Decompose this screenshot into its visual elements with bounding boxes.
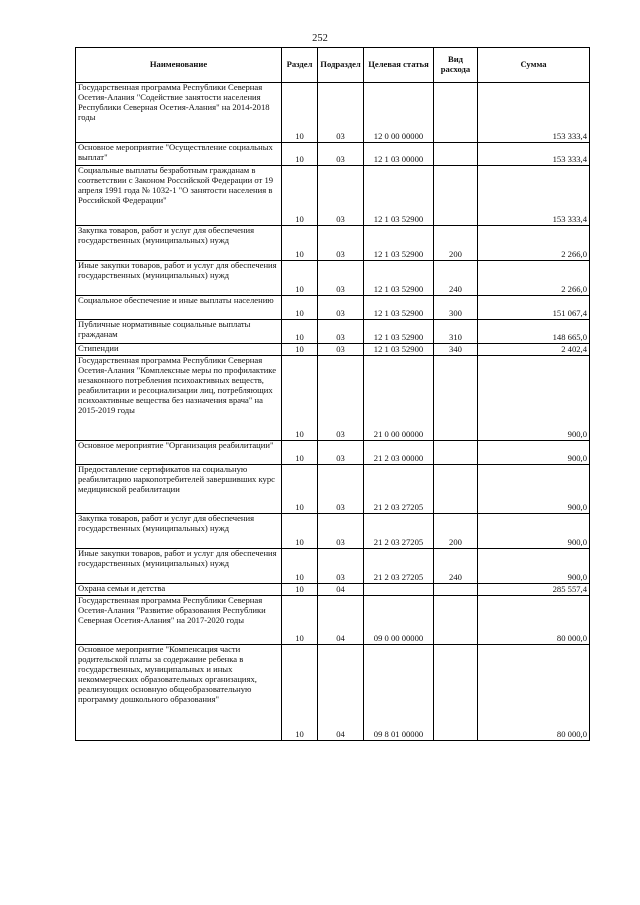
row-name: Иные закупки товаров, работ и услуг для обеспечения государственных (муниципальных) нужд	[76, 549, 282, 584]
table-row	[76, 356, 590, 441]
row-type	[434, 596, 478, 645]
row-type	[434, 166, 478, 226]
row-target: 21 2 03 27205	[364, 465, 434, 514]
row-name: Охрана семьи и детства	[76, 584, 282, 596]
row-target: 12 1 03 52900	[364, 166, 434, 226]
row-target: 21 2 03 27205	[364, 514, 434, 549]
row-target: 12 1 03 52900	[364, 261, 434, 296]
table-row	[76, 261, 590, 296]
row-subsection: 03	[318, 296, 364, 320]
table-row	[76, 226, 590, 261]
row-name: Основное мероприятие "Организация реабилитации"	[76, 441, 282, 465]
row-type: 200	[434, 514, 478, 549]
row-section: 10	[282, 465, 318, 514]
row-name: Предоставление сертификатов на социальную реабилитацию наркопотребителей завершивших курс медицинской реабилитации	[76, 465, 282, 514]
row-name: Стипендии	[76, 344, 282, 356]
row-name: Социальные выплаты безработным гражданам в соответствии с Законом Российской Федерации от 19 апреля 1991 года № 1032-1 "О занятости населения в Российской Федерации"	[76, 166, 282, 226]
table-row	[76, 441, 590, 465]
table-row	[76, 465, 590, 514]
row-type: 240	[434, 549, 478, 584]
row-type: 340	[434, 344, 478, 356]
row-section: 10	[282, 261, 318, 296]
table-row	[76, 514, 590, 549]
row-target: 09 8 01 00000	[364, 645, 434, 741]
row-target: 09 0 00 00000	[364, 596, 434, 645]
page-number: 252	[312, 33, 328, 44]
row-section: 10	[282, 143, 318, 166]
header-row	[76, 48, 590, 83]
table-row	[76, 296, 590, 320]
row-subsection: 03	[318, 441, 364, 465]
row-target: 12 1 03 52900	[364, 296, 434, 320]
row-target: 12 1 03 00000	[364, 143, 434, 166]
row-section: 10	[282, 296, 318, 320]
table-row	[76, 83, 590, 143]
row-sum: 148 665,0	[478, 320, 590, 344]
row-target: 21 2 03 27205	[364, 549, 434, 584]
table-row	[76, 143, 590, 166]
row-subsection: 03	[318, 356, 364, 441]
row-name: Основное мероприятие "Компенсация части родительской платы за содержание ребенка в государственных, муниципальных и иных некоммерческих образовательных организациях, реализующих основную общеобразовательную программу дошкольного образования"	[76, 645, 282, 741]
row-subsection: 03	[318, 261, 364, 296]
table-row	[76, 166, 590, 226]
row-section: 10	[282, 166, 318, 226]
row-type: 240	[434, 261, 478, 296]
table-row	[76, 596, 590, 645]
row-type	[434, 441, 478, 465]
row-section: 10	[282, 226, 318, 261]
row-subsection: 03	[318, 226, 364, 261]
row-sum: 2 402,4	[478, 344, 590, 356]
row-subsection: 03	[318, 166, 364, 226]
row-type: 300	[434, 296, 478, 320]
table-row	[76, 344, 590, 356]
row-section: 10	[282, 320, 318, 344]
row-subsection: 04	[318, 584, 364, 596]
row-section: 10	[282, 356, 318, 441]
row-sum: 900,0	[478, 441, 590, 465]
row-type	[434, 83, 478, 143]
row-type: 200	[434, 226, 478, 261]
row-section: 10	[282, 514, 318, 549]
row-section: 10	[282, 549, 318, 584]
row-subsection: 03	[318, 143, 364, 166]
header-target: Целевая статья	[364, 48, 434, 83]
row-name: Государственная программа Республики Северная Осетия-Алания "Комплексные меры по профилактике незаконного потребления психоактивных веществ, реабилитации и ресоциализации лиц, потребляющих психоактивные вещества без назначения врача" на 2015-2019 годы	[76, 356, 282, 441]
row-sum: 80 000,0	[478, 645, 590, 741]
row-target: 21 2 03 00000	[364, 441, 434, 465]
table-row	[76, 320, 590, 344]
row-sum: 900,0	[478, 549, 590, 584]
row-name: Иные закупки товаров, работ и услуг для обеспечения государственных (муниципальных) нужд	[76, 261, 282, 296]
row-subsection: 04	[318, 645, 364, 741]
row-sum: 900,0	[478, 514, 590, 549]
row-sum: 153 333,4	[478, 83, 590, 143]
row-target: 12 1 03 52900	[364, 344, 434, 356]
row-name: Основное мероприятие "Осуществление социальных выплат"	[76, 143, 282, 166]
row-sum: 285 557,4	[478, 584, 590, 596]
table-body	[76, 83, 590, 741]
row-name: Государственная программа Республики Северная Осетия-Алания "Содействие занятости населения Республики Северная Осетия-Алания" на 2014-2018 годы	[76, 83, 282, 143]
budget-table	[75, 47, 590, 741]
row-section: 10	[282, 584, 318, 596]
row-name: Закупка товаров, работ и услуг для обеспечения государственных (муниципальных) нужд	[76, 226, 282, 261]
header-subsection: Подраздел	[318, 48, 364, 83]
table-row	[76, 645, 590, 741]
header-name: Наименование	[76, 48, 282, 83]
row-name: Публичные нормативные социальные выплаты гражданам	[76, 320, 282, 344]
row-subsection: 03	[318, 465, 364, 514]
row-section: 10	[282, 344, 318, 356]
row-name: Социальное обеспечение и иные выплаты населению	[76, 296, 282, 320]
row-subsection: 03	[318, 514, 364, 549]
row-type	[434, 356, 478, 441]
row-sum: 2 266,0	[478, 226, 590, 261]
header-sum: Сумма	[478, 48, 590, 83]
header-type: Вид расхода	[434, 48, 478, 83]
row-section: 10	[282, 645, 318, 741]
row-section: 10	[282, 596, 318, 645]
row-type	[434, 465, 478, 514]
row-sum: 900,0	[478, 465, 590, 514]
row-target: 21 0 00 00000	[364, 356, 434, 441]
row-subsection: 04	[318, 596, 364, 645]
row-section: 10	[282, 441, 318, 465]
row-name: Государственная программа Республики Северная Осетия-Алания "Развитие образования Республики Северная Осетия-Алания" на 2017-2020 годы	[76, 596, 282, 645]
row-type	[434, 584, 478, 596]
header-section: Раздел	[282, 48, 318, 83]
table-row	[76, 549, 590, 584]
row-subsection: 03	[318, 549, 364, 584]
row-sum: 80 000,0	[478, 596, 590, 645]
row-type: 310	[434, 320, 478, 344]
row-target: 12 0 00 00000	[364, 83, 434, 143]
row-sum: 2 266,0	[478, 261, 590, 296]
row-subsection: 03	[318, 344, 364, 356]
row-name: Закупка товаров, работ и услуг для обеспечения государственных (муниципальных) нужд	[76, 514, 282, 549]
table-row	[76, 584, 590, 596]
row-type	[434, 645, 478, 741]
row-sum: 151 067,4	[478, 296, 590, 320]
row-type	[434, 143, 478, 166]
row-subsection: 03	[318, 83, 364, 143]
row-section: 10	[282, 83, 318, 143]
row-target: 12 1 03 52900	[364, 320, 434, 344]
row-subsection: 03	[318, 320, 364, 344]
row-sum: 900,0	[478, 356, 590, 441]
row-sum: 153 333,4	[478, 143, 590, 166]
row-target: 12 1 03 52900	[364, 226, 434, 261]
row-target	[364, 584, 434, 596]
row-sum: 153 333,4	[478, 166, 590, 226]
